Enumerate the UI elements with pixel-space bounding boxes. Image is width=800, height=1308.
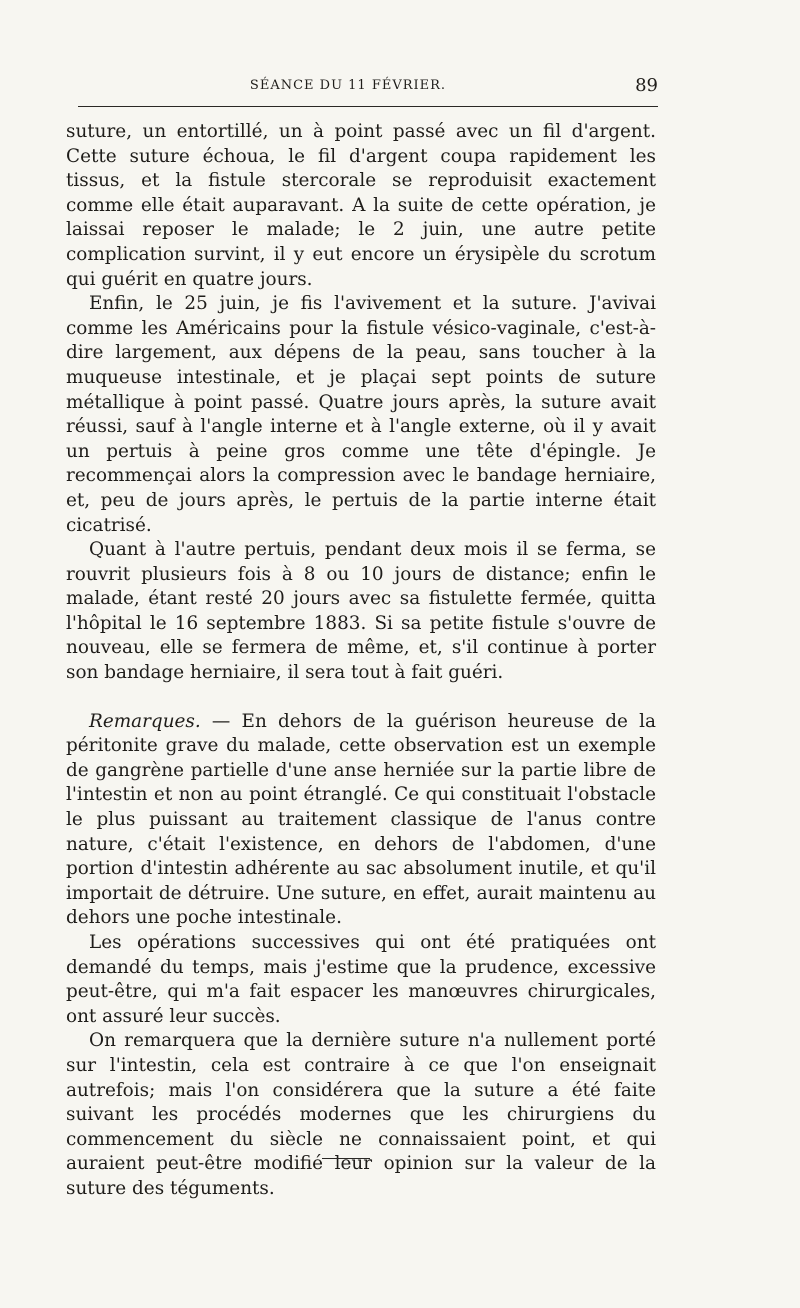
paragraph: Quant à l'autre pertuis, pendant deux mois il se ferma, se rouvrit plusieurs fois à 8 ou 10 jours de distance; enfin le malade, étant resté 20 jours avec sa fistulette fermée, quitta l'hôpital le 16 septembre 1883. Si sa petite fistule s'ouvre de nouveau, elle se fermera de même, et, s'il continue à porter son bandage herniaire, il sera tout à fait guéri. bbox=[66, 539, 656, 684]
page-number: 89 bbox=[635, 75, 658, 96]
paragraph: Les opérations successives qui ont été pratiquées ont demandé du temps, mais j'estime que la prudence, excessive peut-être, qui m'a fait espacer les manœuvres chirurgicales, ont assuré leur succès. bbox=[66, 932, 656, 1027]
end-rule bbox=[322, 1158, 370, 1159]
paragraph: suture, un entortillé, un à point passé avec un fil d'argent. Cette suture échoua, le fil d'argent coupa rapidement les tissus, et la fistule stercorale se reproduisit exactement comme elle était auparavant. A la suite de cette opération, je laissai reposer le malade; le 2 juin, une autre petite complication survint, il y eut encore un érysipèle du scrotum qui guérit en quatre jours. bbox=[66, 121, 656, 290]
paragraph: On remarquera que la dernière suture n'a nullement porté sur l'intestin, cela est contraire à ce que l'on enseignait autrefois; mais l'on considérera que la suture a été faite suivant les procédés modernes que les chirurgiens du commencement du siècle ne connaissaient point, et qui auraient peut-être modifié leur opinion sur la valeur de la suture des téguments. bbox=[66, 1030, 656, 1199]
paragraph: Enfin, le 25 juin, je fis l'avivement et la suture. J'avivai comme les Américains pour la fistule vésico-vaginale, c'est-à-dire largement, aux dépens de la peau, sans toucher à la muqueuse intestinale, et je plaçai sept points de suture métallique à point passé. Quatre jours après, la suture avait réussi, sauf à l'angle interne et à l'angle externe, où il y avait un pertuis à peine gros comme une tête d'épingle. Je recommençai alors la compression avec le bandage herniaire, et, peu de jours après, le pertuis de la partie interne était cicatrisé. bbox=[66, 293, 656, 536]
body-text bbox=[66, 120, 656, 1202]
header-rule bbox=[78, 106, 658, 107]
remarks-label: Remarques. bbox=[89, 710, 201, 732]
remarks-text: — En dehors de la guérison heureuse de la péritonite grave du malade, cette observation est un exemple de gangrène partielle d'une anse herniée sur la partie libre de l'intestin et non au point étranglé. Ce qui constituait l'obstacle le plus puissant au traitement classique de l'anus contre nature, c'était l'existence, en dehors de l'abdomen, d'une portion d'intestin adhérente au sac absolument inutile, et qu'il importait de détruire. Une suture, en effet, aurait maintenu au dehors une poche intestinale. bbox=[66, 710, 656, 929]
remarks-paragraph bbox=[66, 710, 656, 931]
running-head: SÉANCE DU 11 FÉVRIER. bbox=[249, 78, 447, 93]
page-header bbox=[78, 75, 658, 98]
